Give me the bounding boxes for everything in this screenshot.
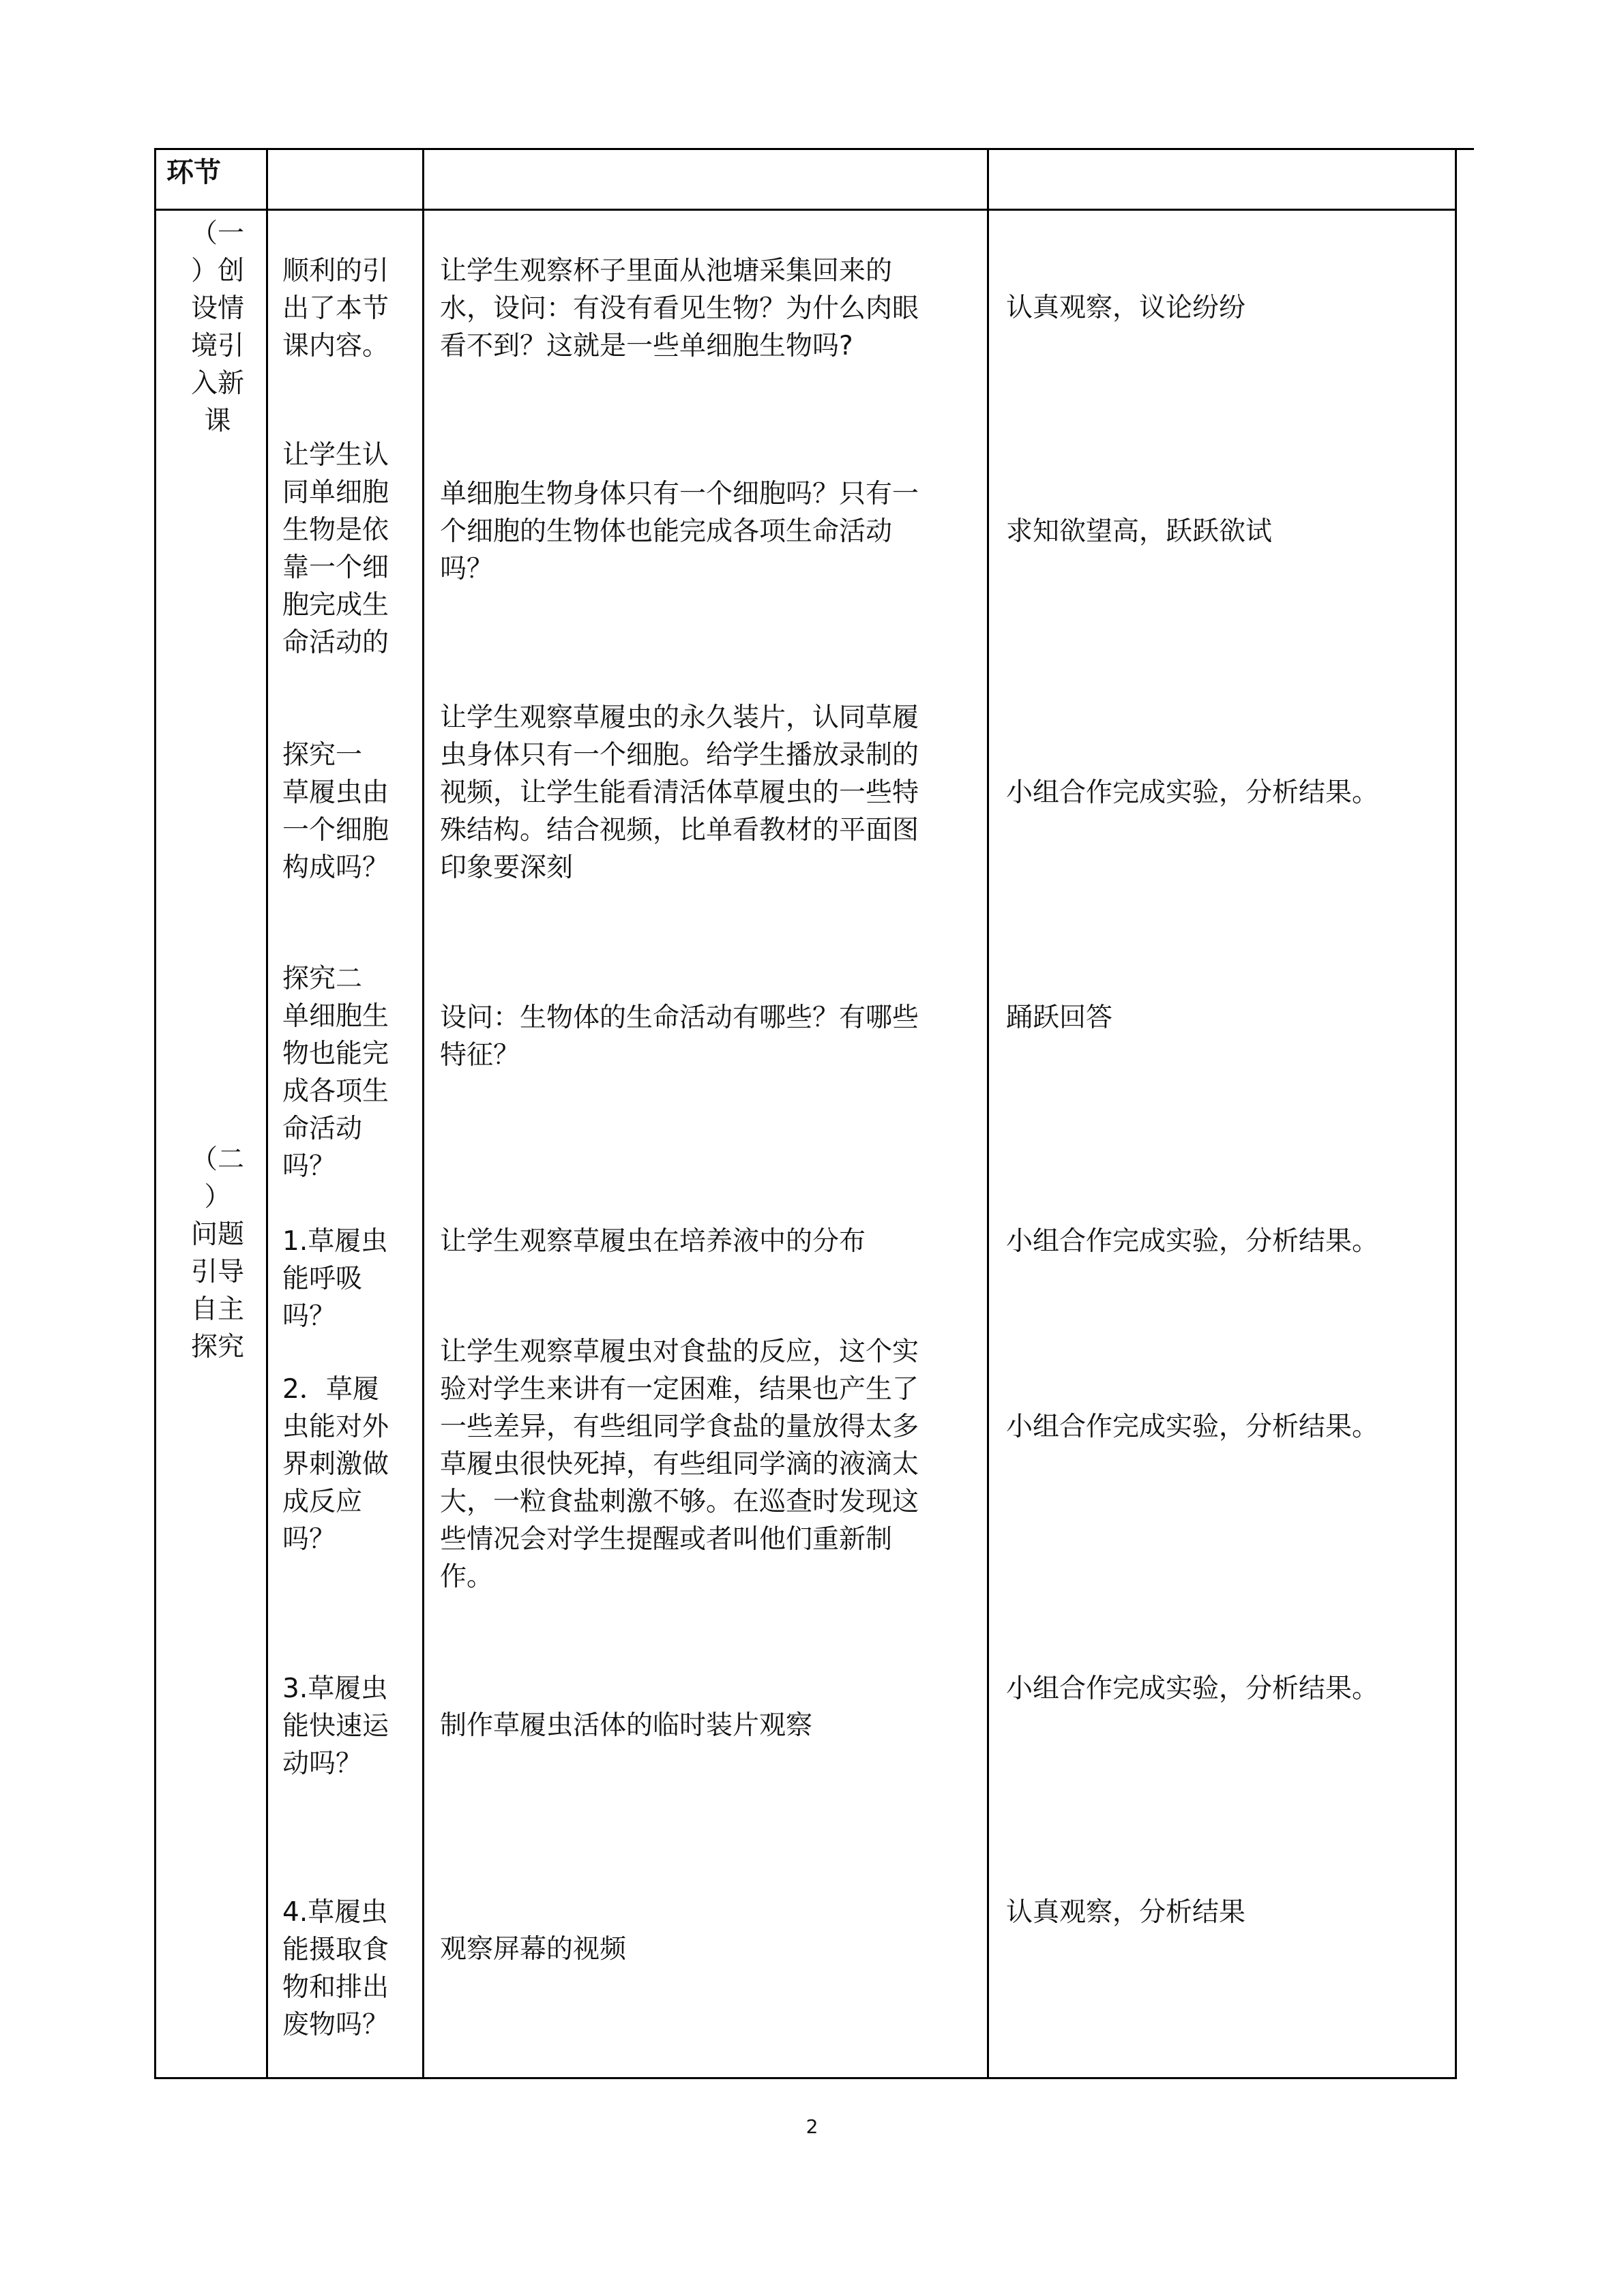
stage-2-label: （二 ） 问题 引导 自主 探究 — [190, 1144, 244, 1362]
row-8-goal: 4.草履虫 能摄取食 物和排出 废物吗？ — [282, 1897, 389, 2040]
row-1-student: 认真观察，议论纷纷 — [1006, 293, 1246, 323]
column-divider-3 — [987, 148, 989, 2079]
row-3-teacher: 让学生观察草履虫的永久装片，认同草履 虫身体只有一个细胞。给学生播放录制的 视频，让学生能看清活体草履虫的一些特 殊结构。结合视频，比单看教材的平面图 印象要深刻 — [440, 702, 919, 883]
row-7-student: 小组合作完成实验，分析结果。 — [1006, 1673, 1379, 1704]
row-3-student: 小组合作完成实验，分析结果。 — [1006, 777, 1379, 808]
row-2-goal: 让学生认 同单细胞 生物是依 靠一个细 胞完成生 命活动的 — [282, 440, 389, 658]
column-divider-2 — [422, 148, 424, 2079]
header-divider — [154, 209, 1457, 211]
table-border-left — [154, 148, 156, 2079]
row-7-teacher: 制作草履虫活体的临时装片观察 — [440, 1710, 813, 1741]
table-border-bottom — [154, 2077, 1457, 2079]
row-5-student: 小组合作完成实验，分析结果。 — [1006, 1226, 1379, 1257]
page-number: 2 — [806, 2115, 818, 2138]
row-6-student: 小组合作完成实验，分析结果。 — [1006, 1412, 1379, 1442]
row-5-teacher: 让学生观察草履虫在培养液中的分布 — [440, 1226, 866, 1257]
row-6-goal: 2．草履 虫能对外 界刺激做 成反应 吗？ — [282, 1374, 389, 1555]
row-3-goal: 探究一 草履虫由 一个细胞 构成吗？ — [282, 740, 389, 883]
top-rule — [154, 148, 1474, 150]
row-7-goal: 3.草履虫 能快速运 动吗？ — [282, 1673, 389, 1779]
row-1-teacher: 让学生观察杯子里面从池塘采集回来的 水，设问：有没有看见生物？为什么肉眼 看不到？这就是一些单细胞生物吗? — [440, 256, 919, 361]
row-8-teacher: 观察屏幕的视频 — [440, 1934, 627, 1965]
row-8-student: 认真观察，分析结果 — [1006, 1897, 1246, 1928]
row-4-goal: 探究二 单细胞生 物也能完 成各项生 命活动 吗？ — [282, 964, 389, 1182]
table-border-right — [1455, 148, 1457, 2079]
stage-1-label: （一 ）创 设情 境引 入新 课 — [190, 218, 244, 436]
row-4-teacher: 设问：生物体的生命活动有哪些？有哪些 特征？ — [440, 1002, 919, 1071]
row-4-student: 踊跃回答 — [1006, 1002, 1113, 1033]
row-5-goal: 1.草履虫 能呼吸 吗？ — [282, 1226, 388, 1332]
header-stage: 环节 — [166, 157, 221, 188]
row-6-teacher: 让学生观察草履虫对食盐的反应，这个实 验对学生来讲有一定困难，结果也产生了 一些差异，有些组同学食盐的量放得太多 草履虫很快死掉，有些组同学滴的液滴太 大，一粒食盐刺激不够。在巡查时发现这 些情况会对学生提醒或者叫他们重新制 作。 — [440, 1337, 919, 1592]
row-2-student: 求知欲望高，跃跃欲试 — [1006, 516, 1273, 547]
row-1-goal: 顺利的引 出了本节 课内容。 — [282, 256, 389, 361]
row-2-teacher: 单细胞生物身体只有一个细胞吗？只有一 个细胞的生物体也能完成各项生命活动 吗？ — [440, 479, 919, 584]
